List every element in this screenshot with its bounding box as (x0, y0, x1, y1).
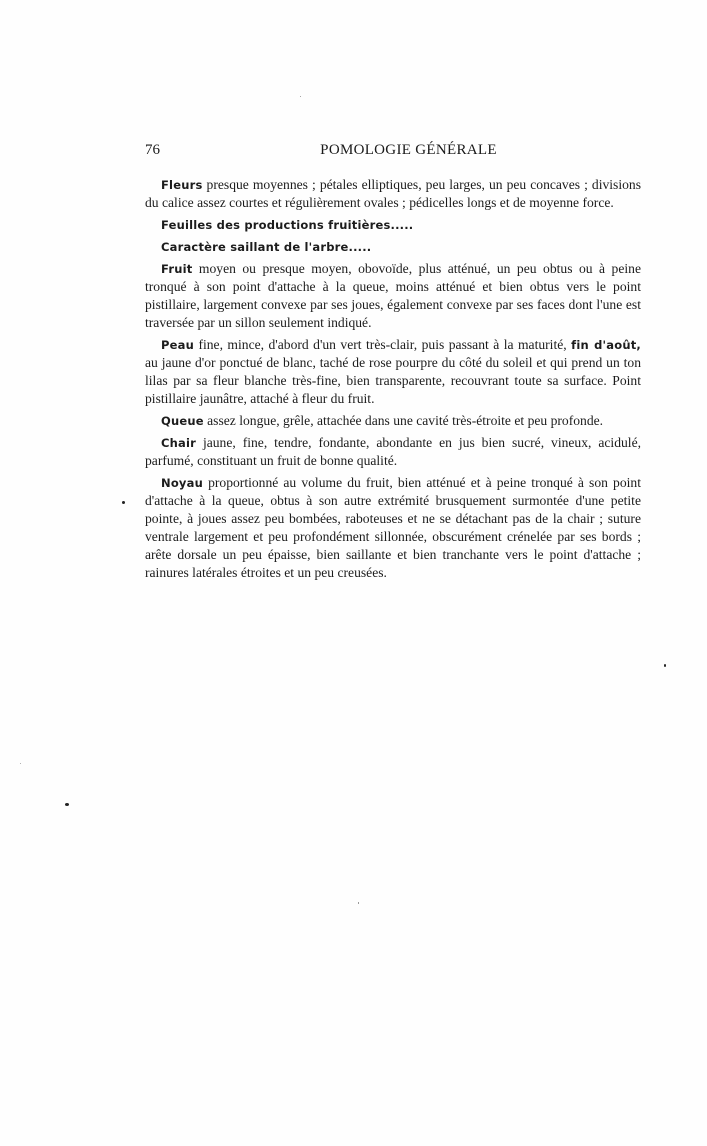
paragraph-peau (145, 336, 641, 408)
paragraph-caractere (145, 238, 641, 256)
paragraph-feuilles (145, 216, 641, 234)
paragraph-text: assez longue, grêle, attachée dans une cavité très-étroite et peu profonde. (203, 413, 604, 428)
paragraph-text-continued: au jaune d'or ponctué de blanc, taché de rose pourpre du côté du soleil et qui prend un ton lilas par sa fleur blanche très-fine, bien transparente, recouvrant toute sa surface. Point pistillaire jaunâtre, attaché à fleur du fruit. (145, 355, 641, 406)
paragraph-text: jaune, fine, tendre, fondante, abondante en jus bien sucré, vineux, acidulé, parfumé, constituant un fruit de bonne qualité. (145, 435, 641, 468)
page-header (145, 142, 642, 162)
paragraph-fleurs (145, 176, 641, 212)
term-label: Fruit (161, 262, 193, 276)
term-label: Caractère saillant de l'arbre..... (161, 240, 372, 254)
scan-speck (300, 96, 301, 97)
term-label: Peau (161, 338, 194, 352)
term-label: Noyau (161, 476, 203, 490)
term-label: Chair (161, 436, 197, 450)
paragraph-queue (145, 412, 641, 430)
scan-speck (122, 501, 125, 504)
paragraph-text: fine, mince, d'abord d'un vert très-clair, puis passant à la maturité, (193, 337, 572, 352)
term-label-secondary: fin d'août, (571, 338, 641, 352)
scan-speck (65, 803, 69, 806)
term-label: Feuilles des productions fruitières..... (161, 218, 414, 232)
paragraph-text: proportionné au volume du fruit, bien atténué et à peine tronqué à son point d'attache à la queue, obtus à son autre extrémité brusquement surmontée d'une petite pointe, à joues assez peu bombées, raboteuses et ne se détachant pas de la chair ; suture ventrale largement et peu profondément sillonnée, obscurément crénelée par ses bords ; arête dorsale un peu épaisse, bien saillante et bien tranchante vers le point d'attache ; rainures latérales étroites et un peu creusées. (145, 475, 641, 580)
paragraph-text: moyen ou presque moyen, obovoïde, plus atténué, un peu obtus ou à peine tronqué à son point d'attache à la queue, moins atténué et bien obtus vers le point pistillaire, largement convexe par ses joues, également convexe par ses faces dont l'une est traversée par un sillon seulement indiqué. (145, 261, 641, 330)
running-title: POMOLOGIE GÉNÉRALE (320, 142, 497, 158)
scan-speck (20, 763, 21, 764)
scan-speck (664, 664, 666, 667)
body-text (145, 176, 641, 586)
paragraph-noyau (145, 474, 641, 582)
paragraph-text: presque moyennes ; pétales elliptiques, peu larges, un peu concaves ; divisions du calice assez courtes et régulièrement ovales ; pédicelles longs et de moyenne force. (145, 177, 641, 210)
paragraph-chair (145, 434, 641, 470)
paragraph-fruit (145, 260, 641, 332)
page-number: 76 (145, 142, 160, 158)
scan-speck (358, 902, 359, 904)
term-label: Fleurs (161, 178, 203, 192)
term-label: Queue (161, 414, 204, 428)
